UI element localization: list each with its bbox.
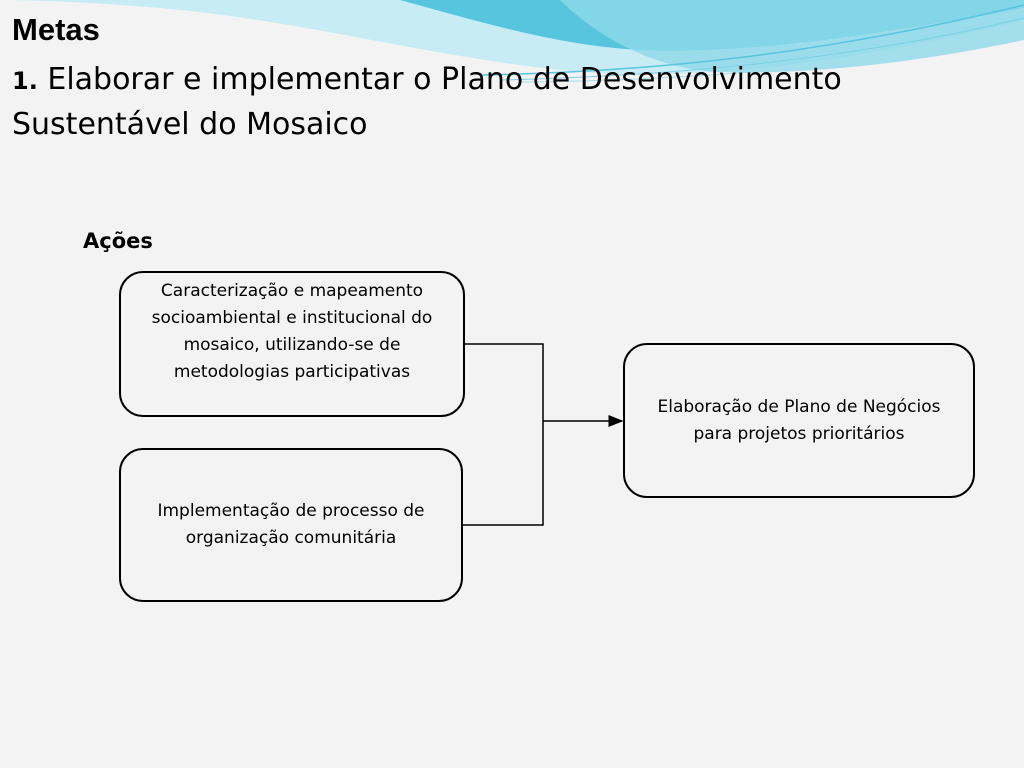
page-title: Metas xyxy=(12,12,100,47)
result-box-business-plan xyxy=(623,343,975,498)
action-box-community-organization-text: Implementação de processo de organização comunitária xyxy=(157,501,425,548)
goal-heading xyxy=(12,58,912,147)
action-box-mapping xyxy=(119,271,465,417)
goal-text: Elaborar e implementar o Plano de Desenvolvimento Sustentável do Mosaico xyxy=(12,62,842,142)
action-box-mapping-text: Caracterização e mapeamento socioambiental e institucional do mosaico, utilizando-se de metodologias participativas xyxy=(151,281,433,382)
goal-number: 1. xyxy=(12,67,38,95)
action-box-community-organization xyxy=(119,448,463,602)
section-label: Ações xyxy=(83,229,153,253)
result-box-business-plan-text: Elaboração de Plano de Negócios para projetos prioritários xyxy=(657,396,941,444)
